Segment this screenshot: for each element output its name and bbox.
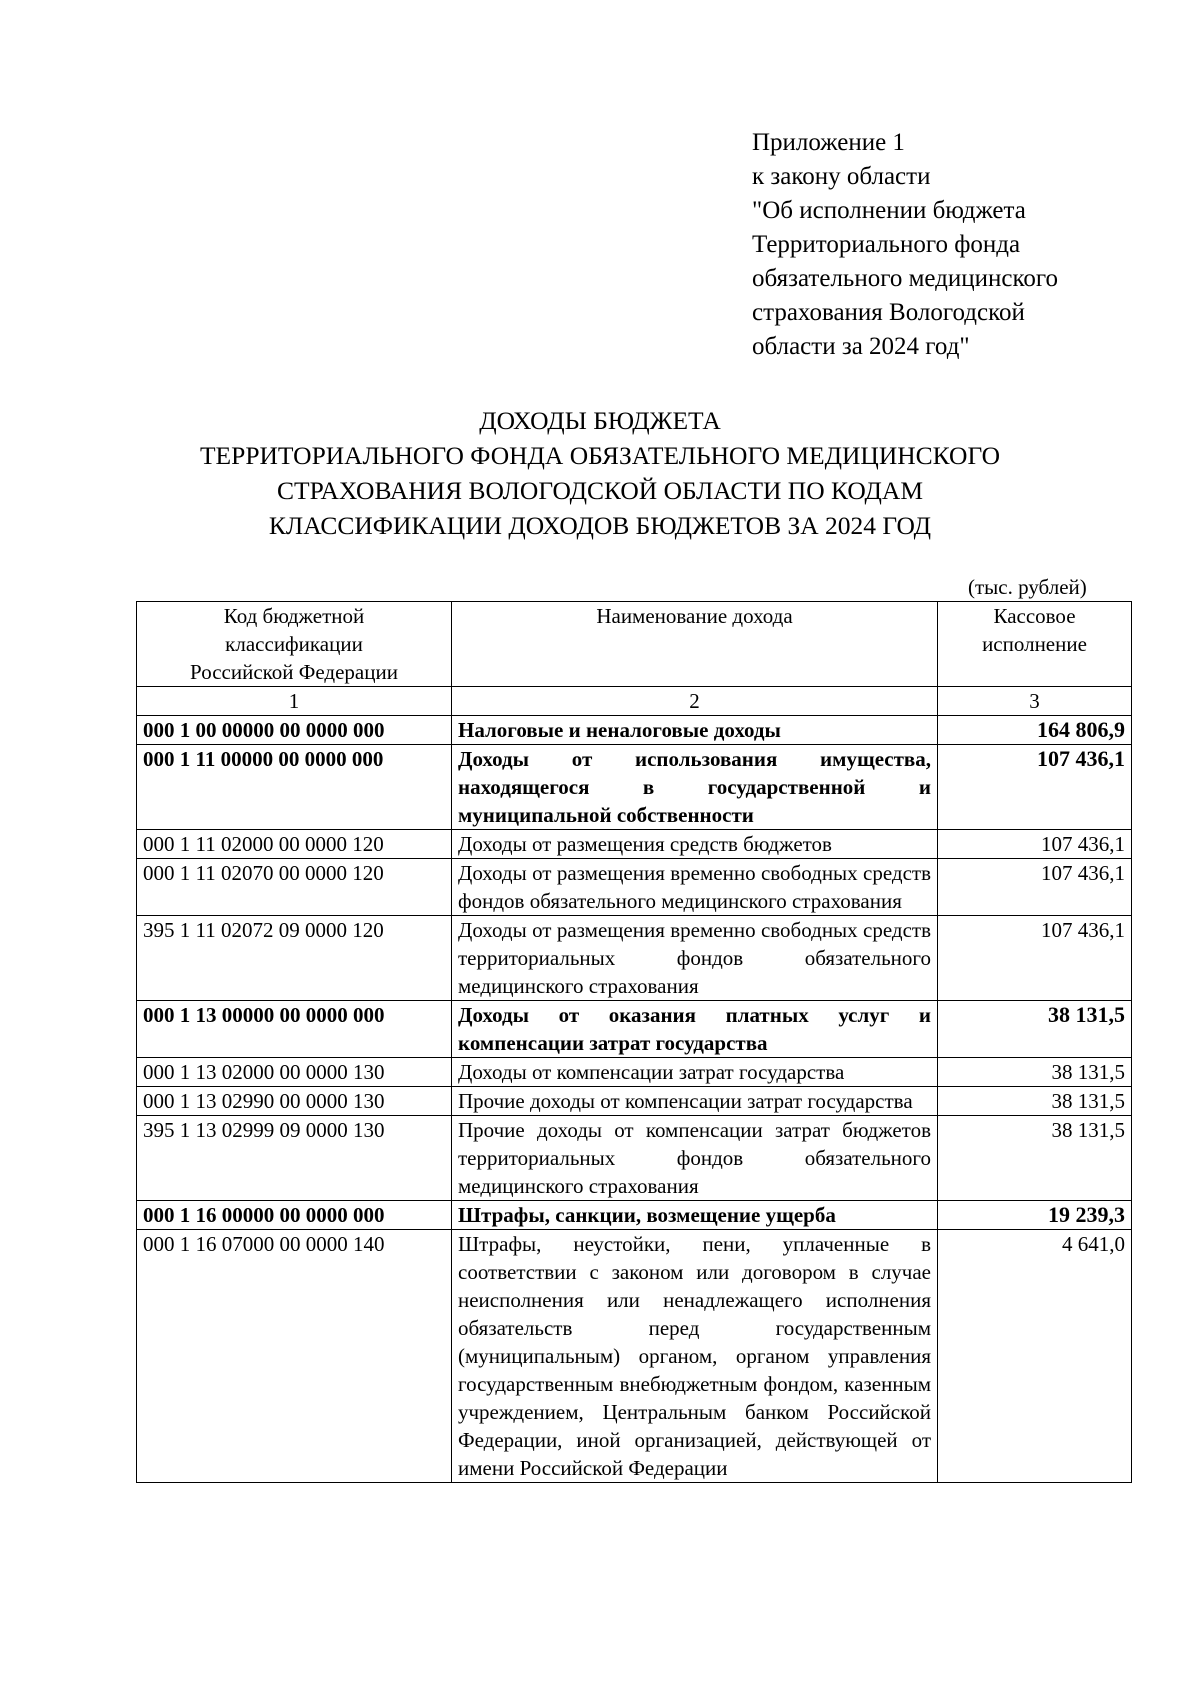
table-row: [137, 1001, 1132, 1058]
header-code-line: Российской Федерации: [190, 660, 398, 684]
row-amount: 38 131,5: [938, 1058, 1132, 1087]
row-code: 395 1 11 02072 09 0000 120: [137, 916, 452, 1001]
row-name: Доходы от размещения средств бюджетов: [452, 830, 938, 859]
table-row: [137, 1058, 1132, 1087]
table-row: [137, 1230, 1132, 1483]
appendix-line: "Об исполнении бюджета: [752, 197, 1026, 224]
column-number: 2: [452, 687, 938, 716]
row-amount: 107 436,1: [938, 859, 1132, 916]
column-number-row: [137, 687, 1132, 716]
header-amount: [938, 602, 1132, 687]
appendix-line: страхования Вологодской: [752, 299, 1025, 326]
row-amount: 164 806,9: [938, 716, 1132, 745]
appendix-line: к закону области: [752, 163, 931, 190]
row-name: Доходы от размещения временно свободных средств фондов обязательного медицинского страхования: [452, 859, 938, 916]
title-line: СТРАХОВАНИЯ ВОЛОГОДСКОЙ ОБЛАСТИ ПО КОДАМ: [276, 476, 924, 505]
table-row: [137, 1087, 1132, 1116]
table-row: [137, 716, 1132, 745]
row-code: 000 1 16 00000 00 0000 000: [137, 1201, 452, 1230]
row-code: 000 1 13 02990 00 0000 130: [137, 1087, 452, 1116]
table-row: [137, 916, 1132, 1001]
row-code: 000 1 13 00000 00 0000 000: [137, 1001, 452, 1058]
appendix-line: области за 2024 год": [752, 333, 970, 360]
title-line: ДОХОДЫ БЮДЖЕТА: [479, 406, 721, 435]
column-number: 1: [137, 687, 452, 716]
row-amount: 107 436,1: [938, 830, 1132, 859]
row-name: Налоговые и неналоговые доходы: [452, 716, 938, 745]
row-amount: 38 131,5: [938, 1001, 1132, 1058]
table-row: [137, 859, 1132, 916]
row-code: 000 1 11 00000 00 0000 000: [137, 745, 452, 830]
appendix-line: Территориального фонда: [752, 231, 1021, 258]
row-code: 000 1 11 02000 00 0000 120: [137, 830, 452, 859]
appendix-line: обязательного медицинского: [752, 265, 1059, 292]
units-label: (тыс. рублей): [968, 575, 1087, 599]
table-row: [137, 830, 1132, 859]
row-amount: 107 436,1: [938, 745, 1132, 830]
appendix-note: [752, 126, 1058, 364]
row-name: Доходы от компенсации затрат государства: [452, 1058, 938, 1087]
row-name: Доходы от размещения временно свободных средств территориальных фондов обязательного медицинского страхования: [452, 916, 938, 1001]
row-code: 000 1 16 07000 00 0000 140: [137, 1230, 452, 1483]
row-name: Прочие доходы от компенсации затрат бюджетов территориальных фондов обязательного медицинского страхования: [452, 1116, 938, 1201]
row-code: 395 1 13 02999 09 0000 130: [137, 1116, 452, 1201]
row-name: Штрафы, неустойки, пени, уплаченные в соответствии с законом или договором в случае неисполнения или ненадлежащего исполнения обязательств перед государственным (муниципальным) органом, органом управления государственным внебюджетным фондом, казенным учреждением, Центральным банком Российской Федерации, иной организацией, действующей от имени Российской Федерации: [452, 1230, 938, 1483]
header-name-text: Наименование дохода: [596, 604, 793, 628]
table-row: [137, 745, 1132, 830]
header-code: [137, 602, 452, 687]
row-name: Доходы от оказания платных услуг и компенсации затрат государства: [452, 1001, 938, 1058]
row-amount: 38 131,5: [938, 1116, 1132, 1201]
row-amount: 107 436,1: [938, 916, 1132, 1001]
appendix-line: Приложение 1: [752, 129, 905, 156]
title-line: КЛАССИФИКАЦИИ ДОХОДОВ БЮДЖЕТОВ ЗА 2024 ГОД: [268, 511, 932, 540]
title-line: ТЕРРИТОРИАЛЬНОГО ФОНДА ОБЯЗАТЕЛЬНОГО МЕДИЦИНСКОГО: [199, 441, 1000, 470]
header-code-line: Код бюджетной: [223, 604, 365, 628]
row-code: 000 1 11 02070 00 0000 120: [137, 859, 452, 916]
header-code-line: классификации: [225, 632, 363, 656]
row-amount: 19 239,3: [938, 1201, 1132, 1230]
income-table: [136, 601, 1132, 1483]
row-name: Прочие доходы от компенсации затрат государства: [452, 1087, 938, 1116]
row-code: 000 1 00 00000 00 0000 000: [137, 716, 452, 745]
row-code: 000 1 13 02000 00 0000 130: [137, 1058, 452, 1087]
document-title: [0, 403, 1200, 543]
row-name: Доходы от использования имущества, находящегося в государственной и муниципальной собственности: [452, 745, 938, 830]
header-name: [452, 602, 938, 687]
row-amount: 4 641,0: [938, 1230, 1132, 1483]
row-name: Штрафы, санкции, возмещение ущерба: [452, 1201, 938, 1230]
table-row: [137, 1116, 1132, 1201]
table-header-row: [137, 602, 1132, 687]
row-amount: 38 131,5: [938, 1087, 1132, 1116]
table-row: [137, 1201, 1132, 1230]
header-amount-line: Кассовое: [993, 604, 1076, 628]
header-amount-line: исполнение: [982, 632, 1087, 656]
column-number: 3: [938, 687, 1132, 716]
